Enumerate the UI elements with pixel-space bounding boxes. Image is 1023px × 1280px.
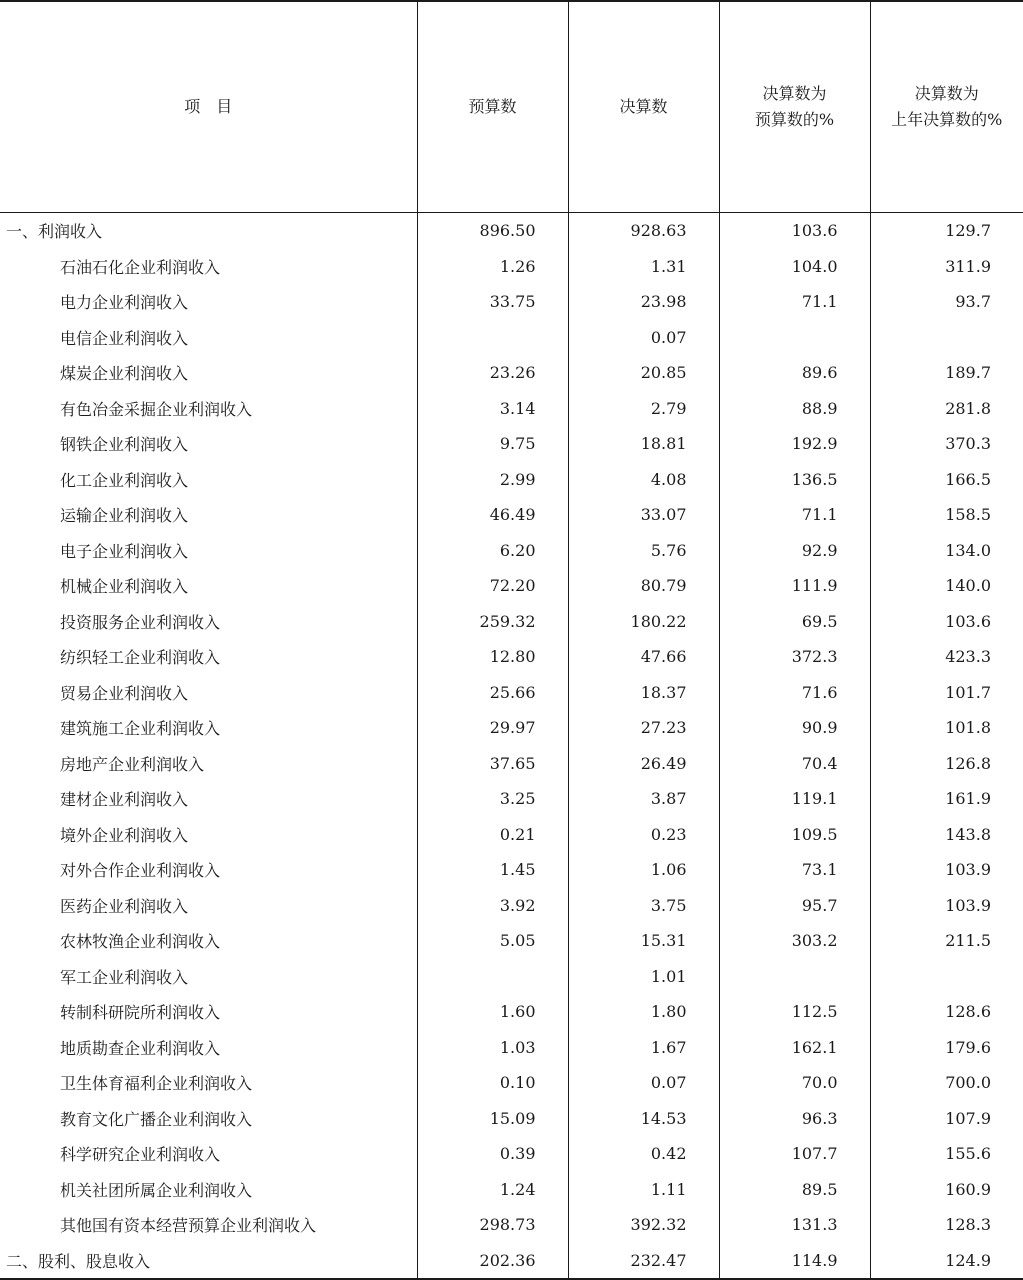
table-row bbox=[0, 1065, 1023, 1101]
row-item-name: 投资服务企业利润收入 bbox=[0, 604, 417, 640]
row-actual: 3.75 bbox=[568, 888, 719, 924]
header-row bbox=[0, 1, 1023, 213]
row-actual: 0.23 bbox=[568, 817, 719, 853]
row-actual: 1.31 bbox=[568, 249, 719, 285]
row-actual: 5.76 bbox=[568, 533, 719, 569]
row-actual: 3.87 bbox=[568, 781, 719, 817]
row-pct-of-last-year: 211.5 bbox=[870, 923, 1023, 959]
row-budget: 15.09 bbox=[417, 1101, 568, 1137]
row-item-name: 建筑施工企业利润收入 bbox=[0, 710, 417, 746]
row-budget: 72.20 bbox=[417, 568, 568, 604]
row-item-name: 转制科研院所利润收入 bbox=[0, 994, 417, 1030]
row-pct-of-budget: 95.7 bbox=[719, 888, 870, 924]
table-row bbox=[0, 923, 1023, 959]
row-item-name: 煤炭企业利润收入 bbox=[0, 355, 417, 391]
row-pct-of-budget: 131.3 bbox=[719, 1207, 870, 1243]
row-pct-of-last-year: 179.6 bbox=[870, 1030, 1023, 1066]
row-item-name: 教育文化广播企业利润收入 bbox=[0, 1101, 417, 1137]
table-row bbox=[0, 1136, 1023, 1172]
row-actual: 80.79 bbox=[568, 568, 719, 604]
row-budget: 896.50 bbox=[417, 213, 568, 249]
row-pct-of-budget: 109.5 bbox=[719, 817, 870, 853]
header-actual-vs-last-year-line1: 决算数为 bbox=[871, 81, 1023, 107]
row-actual: 18.81 bbox=[568, 426, 719, 462]
table-row bbox=[0, 284, 1023, 320]
row-pct-of-budget: 111.9 bbox=[719, 568, 870, 604]
row-pct-of-budget: 70.0 bbox=[719, 1065, 870, 1101]
table-row bbox=[0, 1207, 1023, 1243]
row-item-name: 二、股利、股息收入 bbox=[0, 1243, 417, 1280]
row-pct-of-last-year: 126.8 bbox=[870, 746, 1023, 782]
table-header bbox=[0, 1, 1023, 213]
table-row bbox=[0, 1101, 1023, 1137]
row-pct-of-last-year: 189.7 bbox=[870, 355, 1023, 391]
row-budget: 0.39 bbox=[417, 1136, 568, 1172]
row-item-name: 医药企业利润收入 bbox=[0, 888, 417, 924]
row-pct-of-budget: 89.5 bbox=[719, 1172, 870, 1208]
row-pct-of-last-year bbox=[870, 320, 1023, 356]
row-item-name: 地质勘查企业利润收入 bbox=[0, 1030, 417, 1066]
table-row bbox=[0, 391, 1023, 427]
row-pct-of-budget: 192.9 bbox=[719, 426, 870, 462]
row-pct-of-last-year: 140.0 bbox=[870, 568, 1023, 604]
row-pct-of-last-year: 101.7 bbox=[870, 675, 1023, 711]
table-row bbox=[0, 817, 1023, 853]
row-actual: 14.53 bbox=[568, 1101, 719, 1137]
row-pct-of-last-year: 423.3 bbox=[870, 639, 1023, 675]
table-row bbox=[0, 781, 1023, 817]
row-budget: 25.66 bbox=[417, 675, 568, 711]
header-item: 项 目 bbox=[0, 1, 417, 213]
table-row bbox=[0, 639, 1023, 675]
row-pct-of-last-year: 143.8 bbox=[870, 817, 1023, 853]
row-pct-of-budget: 88.9 bbox=[719, 391, 870, 427]
row-pct-of-budget: 162.1 bbox=[719, 1030, 870, 1066]
row-pct-of-last-year: 155.6 bbox=[870, 1136, 1023, 1172]
row-budget: 1.03 bbox=[417, 1030, 568, 1066]
row-pct-of-budget: 119.1 bbox=[719, 781, 870, 817]
row-pct-of-budget: 71.1 bbox=[719, 497, 870, 533]
row-pct-of-last-year: 161.9 bbox=[870, 781, 1023, 817]
row-pct-of-last-year: 134.0 bbox=[870, 533, 1023, 569]
row-pct-of-last-year: 158.5 bbox=[870, 497, 1023, 533]
row-actual: 47.66 bbox=[568, 639, 719, 675]
row-item-name: 其他国有资本经营预算企业利润收入 bbox=[0, 1207, 417, 1243]
row-pct-of-last-year: 166.5 bbox=[870, 462, 1023, 498]
row-pct-of-last-year: 103.9 bbox=[870, 888, 1023, 924]
row-budget: 202.36 bbox=[417, 1243, 568, 1280]
row-budget: 298.73 bbox=[417, 1207, 568, 1243]
table-row bbox=[0, 959, 1023, 995]
row-budget bbox=[417, 959, 568, 995]
table-row bbox=[0, 888, 1023, 924]
row-budget: 1.26 bbox=[417, 249, 568, 285]
row-actual: 4.08 bbox=[568, 462, 719, 498]
table-row bbox=[0, 533, 1023, 569]
row-actual: 26.49 bbox=[568, 746, 719, 782]
row-pct-of-budget: 103.6 bbox=[719, 213, 870, 249]
row-pct-of-budget: 114.9 bbox=[719, 1243, 870, 1280]
row-actual: 928.63 bbox=[568, 213, 719, 249]
table-row bbox=[0, 746, 1023, 782]
row-pct-of-last-year: 160.9 bbox=[870, 1172, 1023, 1208]
row-budget: 9.75 bbox=[417, 426, 568, 462]
row-actual: 1.01 bbox=[568, 959, 719, 995]
row-budget: 0.10 bbox=[417, 1065, 568, 1101]
table-row bbox=[0, 675, 1023, 711]
table-body bbox=[0, 213, 1023, 1280]
row-actual: 33.07 bbox=[568, 497, 719, 533]
row-budget: 6.20 bbox=[417, 533, 568, 569]
row-pct-of-budget: 69.5 bbox=[719, 604, 870, 640]
row-pct-of-budget: 92.9 bbox=[719, 533, 870, 569]
header-actual: 决算数 bbox=[568, 1, 719, 213]
row-item-name: 有色冶金采掘企业利润收入 bbox=[0, 391, 417, 427]
row-item-name: 运输企业利润收入 bbox=[0, 497, 417, 533]
row-pct-of-last-year: 93.7 bbox=[870, 284, 1023, 320]
row-pct-of-budget bbox=[719, 959, 870, 995]
row-item-name: 对外合作企业利润收入 bbox=[0, 852, 417, 888]
row-budget: 12.80 bbox=[417, 639, 568, 675]
table-row bbox=[0, 568, 1023, 604]
row-item-name: 机关社团所属企业利润收入 bbox=[0, 1172, 417, 1208]
row-item-name: 电信企业利润收入 bbox=[0, 320, 417, 356]
row-item-name: 贸易企业利润收入 bbox=[0, 675, 417, 711]
row-actual: 1.06 bbox=[568, 852, 719, 888]
row-item-name: 一、利润收入 bbox=[0, 213, 417, 249]
row-actual: 2.79 bbox=[568, 391, 719, 427]
row-actual: 27.23 bbox=[568, 710, 719, 746]
row-budget: 29.97 bbox=[417, 710, 568, 746]
row-pct-of-budget: 90.9 bbox=[719, 710, 870, 746]
row-pct-of-budget: 89.6 bbox=[719, 355, 870, 391]
row-budget: 1.24 bbox=[417, 1172, 568, 1208]
table-row bbox=[0, 1030, 1023, 1066]
header-actual-vs-budget bbox=[719, 1, 870, 213]
row-pct-of-last-year bbox=[870, 959, 1023, 995]
row-pct-of-last-year: 700.0 bbox=[870, 1065, 1023, 1101]
table-row bbox=[0, 994, 1023, 1030]
row-budget: 259.32 bbox=[417, 604, 568, 640]
row-pct-of-last-year: 124.9 bbox=[870, 1243, 1023, 1280]
table-row bbox=[0, 710, 1023, 746]
table-row bbox=[0, 249, 1023, 285]
table-row bbox=[0, 426, 1023, 462]
row-pct-of-budget: 71.6 bbox=[719, 675, 870, 711]
row-pct-of-last-year: 103.6 bbox=[870, 604, 1023, 640]
row-actual: 0.07 bbox=[568, 320, 719, 356]
header-actual-vs-budget-line2: 预算数的% bbox=[720, 107, 870, 133]
header-actual-vs-budget-line1: 决算数为 bbox=[720, 81, 870, 107]
row-actual: 20.85 bbox=[568, 355, 719, 391]
row-actual: 1.80 bbox=[568, 994, 719, 1030]
table-row bbox=[0, 320, 1023, 356]
row-pct-of-last-year: 103.9 bbox=[870, 852, 1023, 888]
row-item-name: 建材企业利润收入 bbox=[0, 781, 417, 817]
row-pct-of-last-year: 128.6 bbox=[870, 994, 1023, 1030]
table-section-row bbox=[0, 213, 1023, 249]
row-budget: 33.75 bbox=[417, 284, 568, 320]
row-actual: 392.32 bbox=[568, 1207, 719, 1243]
row-item-name: 电子企业利润收入 bbox=[0, 533, 417, 569]
row-budget: 23.26 bbox=[417, 355, 568, 391]
row-pct-of-last-year: 281.8 bbox=[870, 391, 1023, 427]
row-pct-of-last-year: 128.3 bbox=[870, 1207, 1023, 1243]
table-row bbox=[0, 1172, 1023, 1208]
row-budget: 37.65 bbox=[417, 746, 568, 782]
row-item-name: 纺织轻工企业利润收入 bbox=[0, 639, 417, 675]
row-pct-of-last-year: 107.9 bbox=[870, 1101, 1023, 1137]
row-budget: 46.49 bbox=[417, 497, 568, 533]
row-budget: 3.92 bbox=[417, 888, 568, 924]
row-pct-of-budget: 70.4 bbox=[719, 746, 870, 782]
row-pct-of-last-year: 311.9 bbox=[870, 249, 1023, 285]
row-pct-of-budget: 107.7 bbox=[719, 1136, 870, 1172]
row-pct-of-budget: 136.5 bbox=[719, 462, 870, 498]
row-budget: 3.14 bbox=[417, 391, 568, 427]
table-row bbox=[0, 497, 1023, 533]
row-actual: 1.11 bbox=[568, 1172, 719, 1208]
row-item-name: 机械企业利润收入 bbox=[0, 568, 417, 604]
row-item-name: 房地产企业利润收入 bbox=[0, 746, 417, 782]
header-actual-vs-last-year-line2: 上年决算数的% bbox=[871, 107, 1023, 133]
row-budget: 3.25 bbox=[417, 781, 568, 817]
row-pct-of-budget: 73.1 bbox=[719, 852, 870, 888]
table-row bbox=[0, 355, 1023, 391]
row-pct-of-budget: 372.3 bbox=[719, 639, 870, 675]
row-pct-of-last-year: 101.8 bbox=[870, 710, 1023, 746]
row-actual: 232.47 bbox=[568, 1243, 719, 1280]
row-actual: 0.07 bbox=[568, 1065, 719, 1101]
row-actual: 23.98 bbox=[568, 284, 719, 320]
row-actual: 15.31 bbox=[568, 923, 719, 959]
row-pct-of-budget: 303.2 bbox=[719, 923, 870, 959]
row-pct-of-budget: 96.3 bbox=[719, 1101, 870, 1137]
table-section-row bbox=[0, 1243, 1023, 1280]
row-actual: 180.22 bbox=[568, 604, 719, 640]
row-budget: 1.45 bbox=[417, 852, 568, 888]
header-actual-vs-last-year bbox=[870, 1, 1023, 213]
row-budget: 2.99 bbox=[417, 462, 568, 498]
row-item-name: 石油石化企业利润收入 bbox=[0, 249, 417, 285]
row-pct-of-last-year: 129.7 bbox=[870, 213, 1023, 249]
row-pct-of-last-year: 370.3 bbox=[870, 426, 1023, 462]
row-budget: 1.60 bbox=[417, 994, 568, 1030]
row-pct-of-budget: 112.5 bbox=[719, 994, 870, 1030]
row-item-name: 军工企业利润收入 bbox=[0, 959, 417, 995]
row-item-name: 农林牧渔企业利润收入 bbox=[0, 923, 417, 959]
row-item-name: 电力企业利润收入 bbox=[0, 284, 417, 320]
table-row bbox=[0, 852, 1023, 888]
row-item-name: 钢铁企业利润收入 bbox=[0, 426, 417, 462]
row-item-name: 境外企业利润收入 bbox=[0, 817, 417, 853]
row-item-name: 卫生体育福利企业利润收入 bbox=[0, 1065, 417, 1101]
row-pct-of-budget bbox=[719, 320, 870, 356]
table-row bbox=[0, 604, 1023, 640]
row-item-name: 化工企业利润收入 bbox=[0, 462, 417, 498]
row-actual: 18.37 bbox=[568, 675, 719, 711]
row-item-name: 科学研究企业利润收入 bbox=[0, 1136, 417, 1172]
header-budget: 预算数 bbox=[417, 1, 568, 213]
row-pct-of-budget: 104.0 bbox=[719, 249, 870, 285]
row-actual: 0.42 bbox=[568, 1136, 719, 1172]
row-budget: 5.05 bbox=[417, 923, 568, 959]
table-row bbox=[0, 462, 1023, 498]
row-budget bbox=[417, 320, 568, 356]
row-actual: 1.67 bbox=[568, 1030, 719, 1066]
row-budget: 0.21 bbox=[417, 817, 568, 853]
row-pct-of-budget: 71.1 bbox=[719, 284, 870, 320]
